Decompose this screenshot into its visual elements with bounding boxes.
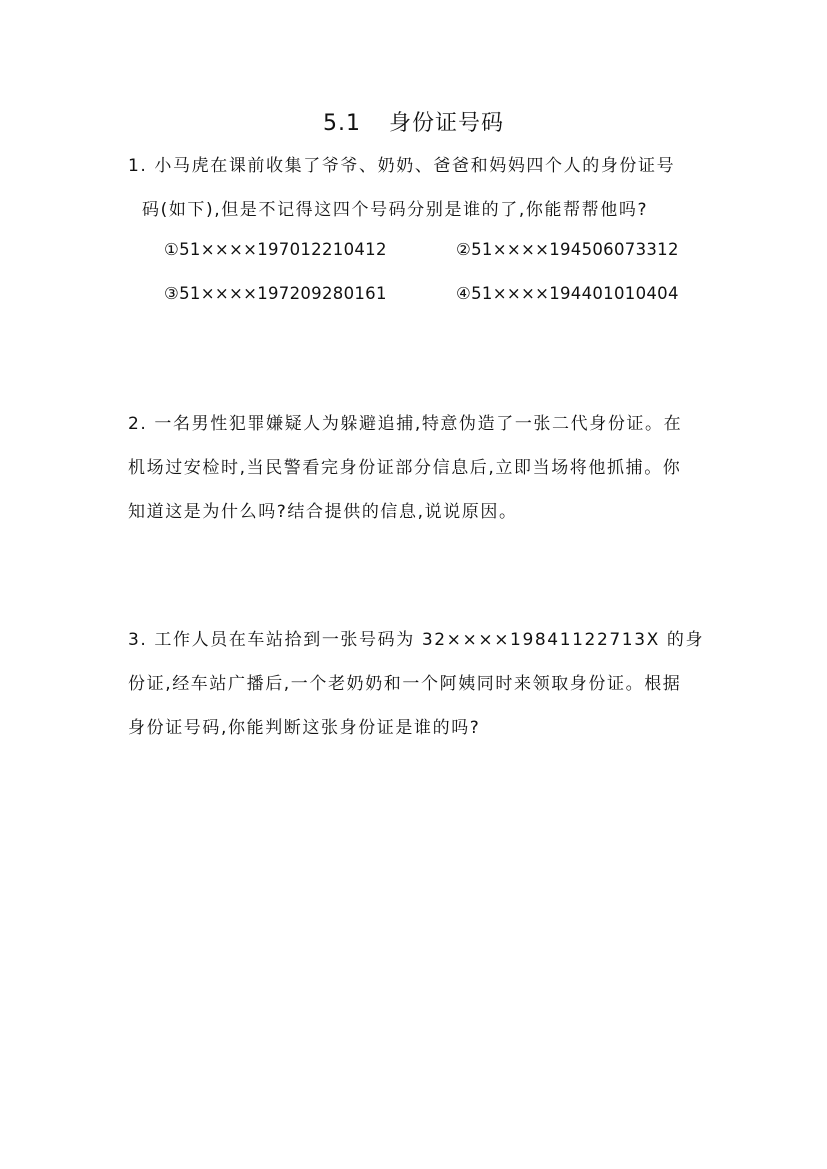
id-number-1: ①51××××197012210412: [164, 240, 387, 259]
question-3-line-3: 身份证号码,你能判断这张身份证是谁的吗?: [128, 718, 481, 738]
question-2: [128, 402, 708, 534]
question-1: [128, 144, 708, 232]
question-1-line-2: 码(如下),但是不记得这四个号码分别是谁的了,你能帮帮他吗?: [142, 200, 649, 220]
page-title: [0, 106, 827, 137]
question-2-line-2: 机场过安检时,当民警看完身份证部分信息后,立即当场将他抓捕。你: [128, 458, 682, 478]
section-title: 身份证号码: [388, 111, 504, 136]
question-2-line-3: 知道这是为什么吗?结合提供的信息,说说原因。: [128, 502, 518, 522]
id-number-2: ②51××××194506073312: [456, 240, 679, 259]
id-row: [164, 284, 724, 308]
question-3-line-1: 3. 工作人员在车站拾到一张号码为 32××××19841122713X 的身: [128, 630, 705, 650]
question-3-line-2: 份证,经车站广播后,一个老奶奶和一个阿姨同时来领取身份证。根据: [128, 674, 682, 694]
section-number: 5.1: [322, 111, 361, 136]
id-row: [164, 240, 724, 264]
id-number-3: ③51××××197209280161: [164, 284, 387, 303]
question-1-line-1: 1. 小马虎在课前收集了爷爷、奶奶、爸爸和妈妈四个人的身份证号: [128, 156, 676, 176]
id-number-4: ④51××××194401010404: [456, 284, 679, 303]
question-2-line-1: 2. 一名男性犯罪嫌疑人为躲避追捕,特意伪造了一张二代身份证。在: [128, 414, 683, 434]
question-3: [128, 618, 708, 750]
